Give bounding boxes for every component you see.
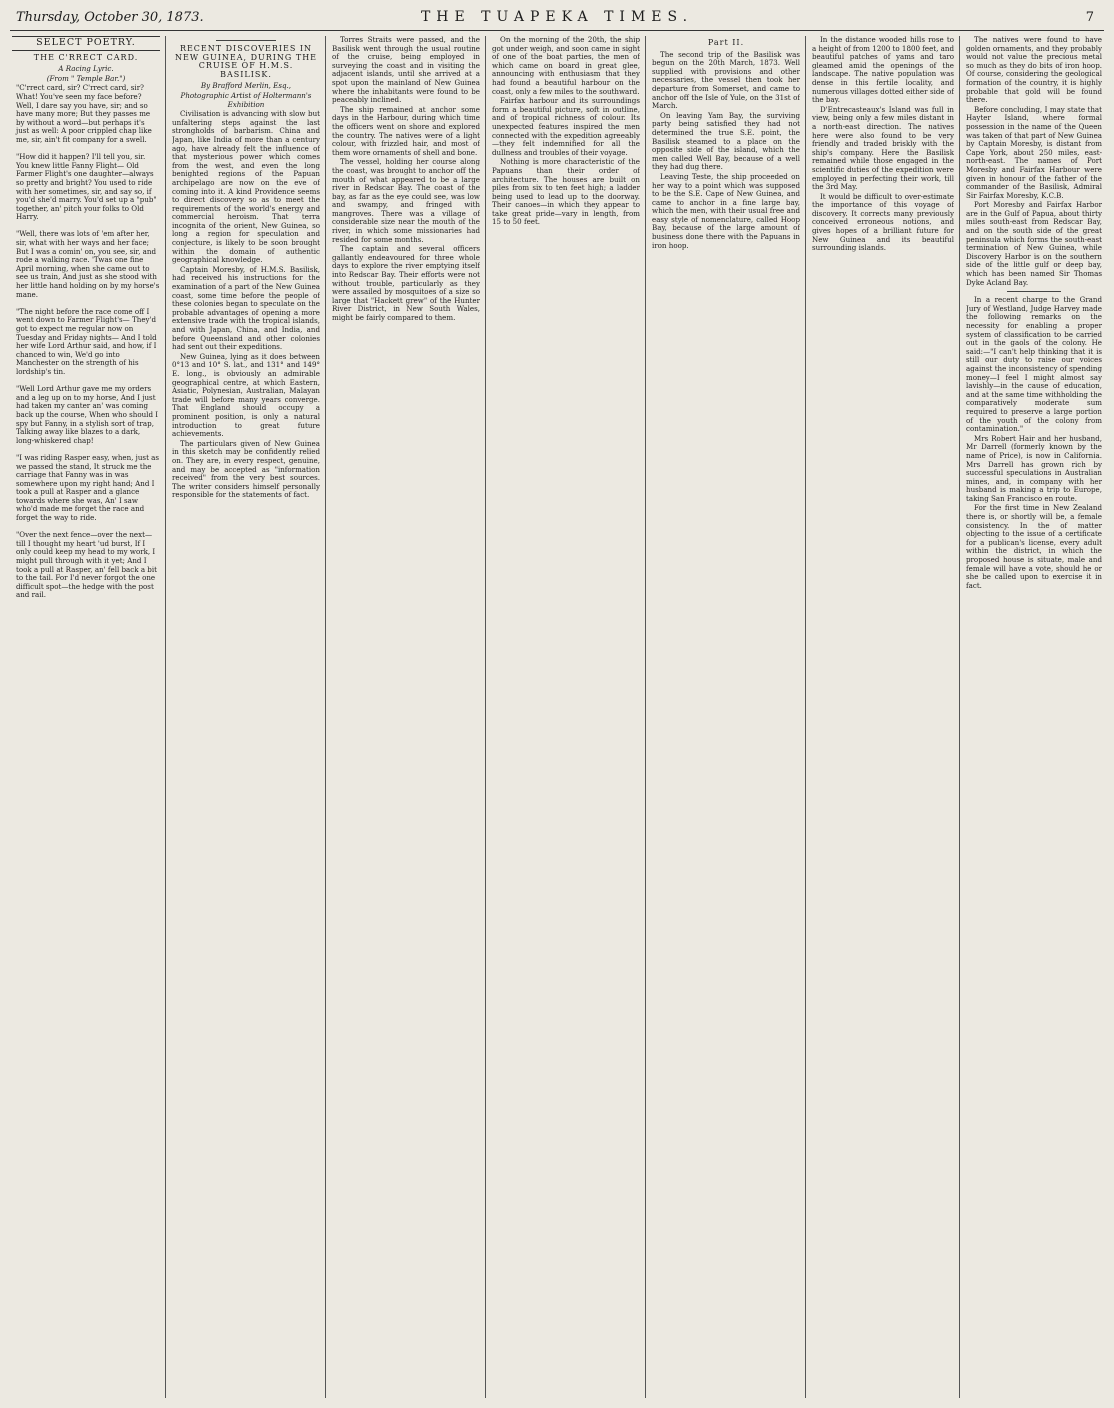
column-rule bbox=[645, 36, 646, 1398]
article-paragraph: The vessel, holding her course along the coast, was brought to anchor off the mouth of what appeared to be a large river in Redscar Bay. The coast of the bay, as far as the eye could see, was low and swampy, and fringed with mangroves. There was a village of considerable size near the mouth of the river, in which some missionaries had resided for some months. bbox=[332, 157, 480, 244]
article-byline: By Brafford Merlin, Esq., bbox=[200, 81, 292, 91]
article-byline-sub: Photographic Artist of Holtermann's Exhibition bbox=[180, 90, 312, 109]
column-article-1 bbox=[172, 36, 320, 1398]
column-rule bbox=[959, 36, 960, 1398]
poem-title: THE C'RRECT CARD. bbox=[33, 52, 139, 62]
column-rule bbox=[805, 36, 806, 1398]
article-paragraph: The captain and several officers gallantly endeavoured for three whole days to explore the river emptying itself into Redscar Bay. Their efforts were not without trouble, particularly as they were assailed by mosquitoes of a size so large that "Hackett grew" of the Hunter River District, in New South Wales, might be fairly compared to them. bbox=[332, 244, 480, 322]
article-paragraph: Fairfax harbour and its surroundings form a beautiful picture, soft in outline, and of tropical richness of colour. Its unexpected features inspired the men connected with the expedition agreeably—they felt indemnified for all the dullness and troubles of their voyage. bbox=[492, 96, 640, 157]
masthead bbox=[10, 8, 1104, 31]
column-rule bbox=[165, 36, 166, 1398]
poem-stanza: "Over the next fence—over the next—till I thought my heart 'ud burst, If I only could keep my head to my work, I might pull through with it yet; And I took a pull at Rasper, an' fell back a bit to the tail. For I'd never forgot the one difficult spot—the hedge with the post and rail. bbox=[16, 530, 157, 600]
article-paragraph: It would be difficult to over-estimate the importance of this voyage of discovery. It corrects many previously conceived erroneous notions, and gives hopes of a brilliant future for New Guinea and its beautiful surrounding islands. bbox=[812, 191, 954, 253]
column-rule bbox=[485, 36, 486, 1398]
poetry-section-heading: SELECT POETRY. bbox=[12, 36, 160, 51]
column-article-6 bbox=[966, 36, 1102, 1398]
notice-paragraph: Mrs Robert Hair and her husband, Mr Darrell (formerly known by the name of Price), is now in California. Mrs Darrell has grown rich by successful speculations in Australian mines, and, in company with her husband is making a trip to Europe, taking San Francisco en route. bbox=[966, 433, 1102, 503]
notice-paragraph: For the first time in New Zealand there is, or shortly will be, a female consistency. In the of matter objecting to the issue of a certificate for a publican's license, every adult within the district, in which the proposed house is situate, male and female will have a vote, should he or she be called upon to exercise it in fact. bbox=[966, 503, 1102, 590]
article-paragraph: Torres Straits were passed, and the Basilisk went through the usual routine of the cruise, being employed in surveying the coast and in visiting the adjacent islands, until she arrived at a spot upon the mainland of New Guinea where the inhabitants were found to be peaceably inclined. bbox=[332, 36, 480, 105]
newspaper-title: THE TUAPEKA TIMES. bbox=[420, 9, 694, 25]
article-paragraph: On the morning of the 20th, the ship got under weigh, and soon came in sight of one of the boat parties, the men of which came on board in great glee, announcing with enthusiasm that they had found a beautiful harbour on the coast, only a few miles to the southward. bbox=[492, 36, 640, 96]
article-paragraph: Port Moresby and Fairfax Harbor are in the Gulf of Papua, about thirty miles south-east from Redscar Bay, and on the south side of the great peninsula which forms the south-east termination of New Guinea, while Discovery Harbor is on the southern side of the little gulf or deep bay, which has been named Sir Thomas Dyke Acland Bay. bbox=[966, 200, 1102, 287]
poem-source: (From " Temple Bar.") bbox=[46, 73, 126, 83]
poem-stanza: "Well, there was lots of 'em after her, sir, what with her ways and her face; But I was a comin' on, you see, sir, and rode a walking race. 'Twas one fine April morning, when she came out to see us train, And just as she stood with her little hand holding on by my horse's mane. bbox=[16, 229, 160, 299]
article-paragraph: The second trip of the Basilisk was begun on the 20th March, 1873. Well supplied with provisions and other necessaries, the vessel then took her departure from Somerset, and came to anchor off the Isle of Yule, on the 31st of March. bbox=[652, 49, 800, 111]
article-paragraph: New Guinea, lying as it does between 0°13 and 10° S. lat., and 131° and 149° E. long., is obviously an admirable geographical centre, at which Eastern, Asiatic, Polynesian, Australian, Malayan trade will before many years converge. That England should occupy a prominent position, is only a natural introduction to great future achievements. bbox=[172, 351, 320, 439]
part-two-heading: Part II. bbox=[707, 38, 745, 47]
column-article-5 bbox=[812, 36, 954, 1398]
divider bbox=[216, 40, 275, 41]
article-paragraph: Before concluding, I may state that Hayter Island, where formal possession in the name of the Queen was taken of that part of New Guinea by Captain Moresby, is distant from Cape York, about 250 miles, east-north-east. The names of Port Moresby and Fairfax Harbour were given in honour of the father of the commander of the Basilisk, Admiral Sir Fairfax Moresby, K.C.B. bbox=[966, 104, 1102, 200]
article-paragraph: The particulars given of New Guinea in this sketch may be confidently relied on. They are, in every respect, genuine, and may be accepted as "information received" from the very best sources. The writer considers himself personally responsible for the statements of fact. bbox=[172, 438, 320, 500]
article-title: RECENT DISCOVERIES IN NEW GUINEA, DURING THE CRUISE OF H.M.S. BASILISK. bbox=[174, 44, 318, 79]
article-paragraph: Captain Moresby, of H.M.S. Basilisk, had received his instructions for the examination of a part of the New Guinea coast, some time before the people of these colonies began to speculate on the probable advantages of opening a more extensive trade with the tropical islands, and with Japan, China, and India, and before Queensland and other colonies had sent out their expeditions. bbox=[172, 264, 320, 352]
article-paragraph: Leaving Teste, the ship proceeded on her way to a point which was supposed to be the S.E. Cape of New Guinea, and came to anchor in a fine large bay, which the men, with their usual free and easy style of nomenclature, called Hoop Bay, because of the large amount of business done there with the Papuans in iron hoop. bbox=[652, 171, 800, 250]
newspaper-page bbox=[10, 8, 1104, 1400]
poem-stanza: "The night before the race come off I went down to Farmer Flight's— They'd got to expect me regular now on Tuesday and Friday nights— And I told her wife Lord Arthur said, and how, if I chanced to win, We'd go into Manchester on the strength of his lordship's tin. bbox=[16, 306, 157, 376]
column-poetry bbox=[12, 36, 160, 1398]
article-paragraph: Civilisation is advancing with slow but unfaltering steps against the last strongholds of barbarism. China and Japan, like India of more than a century ago, have already felt the influence of that mysterious power which comes from the west, and even the long benighted regions of the Papuan archipelago are now on the eve of coming into it. A kind Providence seems to direct discovery so as to meet the requirements of the world's energy and commercial heroism. That terra incognita of the orient, New Guinea, so long a region for speculation and conjecture, is likely to be soon brought within the domain of authentic geographical knowledge. bbox=[172, 109, 320, 265]
column-article-2 bbox=[332, 36, 480, 1398]
divider bbox=[1007, 291, 1061, 292]
issue-date: Thursday, October 30, 1873. bbox=[16, 10, 204, 25]
article-paragraph: D'Entrecasteaux's Island was full in view, being only a few miles distant in a north-east direction. The natives here were also found to be very friendly and traded briskly with the ship's company. Here the Basilisk remained while those engaged in the scientific duties of the expedition were employed in perfecting their work, till the 3rd May. bbox=[812, 104, 954, 192]
poem-stanza: "How did it happen? I'll tell you, sir. You knew little Fanny Flight— Old Farmer Flight's one daughter—always so pretty and bright? You used to ride with her sometimes, sir, and say so, if you'd she'd marry. You'd set up a "pub" together, an' pitch your folks to Old Harry. bbox=[16, 152, 157, 222]
article-paragraph: The ship remained at anchor some days in the Harbour, during which time the officers went on shore and explored the country. The natives were of a light colour, with frizzled hair, and most of them wore ornaments of shell and bone. bbox=[332, 104, 480, 157]
article-paragraph: The natives were found to have golden ornaments, and they probably would not value the precious metal so much as they do bits of iron hoop. Of course, considering the geological formation of the country, it is highly probable that gold will be found there. bbox=[966, 36, 1102, 105]
poem-subtitle: A Racing Lyric. bbox=[58, 64, 114, 74]
column-article-4 bbox=[652, 36, 800, 1398]
poem-body bbox=[12, 84, 160, 600]
poem-stanza: "C'rrect card, sir? C'rrect card, sir? What! You've seen my face before? Well, I dare say you have, sir; and so have many more; But they passes me by without a word—but perhaps it's just as well: A poor crippled chap like me, sir, ain't fit company for a swell. bbox=[16, 83, 152, 144]
column-article-3 bbox=[492, 36, 640, 1398]
column-rule bbox=[325, 36, 326, 1398]
poem-stanza: "I was riding Rasper easy, when, just as we passed the stand, It struck me the carriage that Fanny was in was somewhere upon my right hand; And I took a pull at Rasper and a glance towards where she was, An' I saw who'd made me forget the race and forget the way to ride. bbox=[16, 452, 160, 523]
page-number: 7 bbox=[1085, 10, 1094, 25]
notice-paragraph: In a recent charge to the Grand Jury of Westland, Judge Harvey made the following remarks on the necessity for enabling a proper system of classification to be carried out in the gaols of the colony. He said:—"I can't help thinking that it is still our duty to raise our voices against the inconsistency of spending money—I feel I might almost say lavishly—in the cause of education, and at the same time withholding the comparatively moderate sum required to preserve a large portion of the youth of the colony from contamination." bbox=[966, 295, 1102, 434]
article-paragraph: Nothing is more characteristic of the Papuans than their order of architecture. The houses are built on piles from six to ten feet high; a ladder being used to lead up to the doorway. Their canoes—in which they appear to take great pride—vary in length, from 15 to 50 feet. bbox=[492, 157, 640, 227]
columns bbox=[10, 36, 1104, 1398]
poem-stanza: "Well Lord Arthur gave me my orders and a leg up on to my horse, And I just had taken my canter an' was coming back up the course, When who should I spy but Fanny, in a stylish sort of trap, Talking away like blazes to a dark, long-whiskered chap! bbox=[16, 384, 159, 445]
article-paragraph: In the distance wooded hills rose to a height of from 1200 to 1800 feet, and beautiful patches of yams and taro gleamed amid the openings of the landscape. The native population was dense in this fertile locality, and numerous villages dotted either side of the bay. bbox=[812, 36, 954, 105]
article-paragraph: On leaving Yam Bay, the surviving party being satisfied they had not determined the true S.E. point, the Basilisk steamed to a place on the opposite side of the island, which the men called Well Bay, because of a well they had dug there. bbox=[652, 110, 800, 172]
